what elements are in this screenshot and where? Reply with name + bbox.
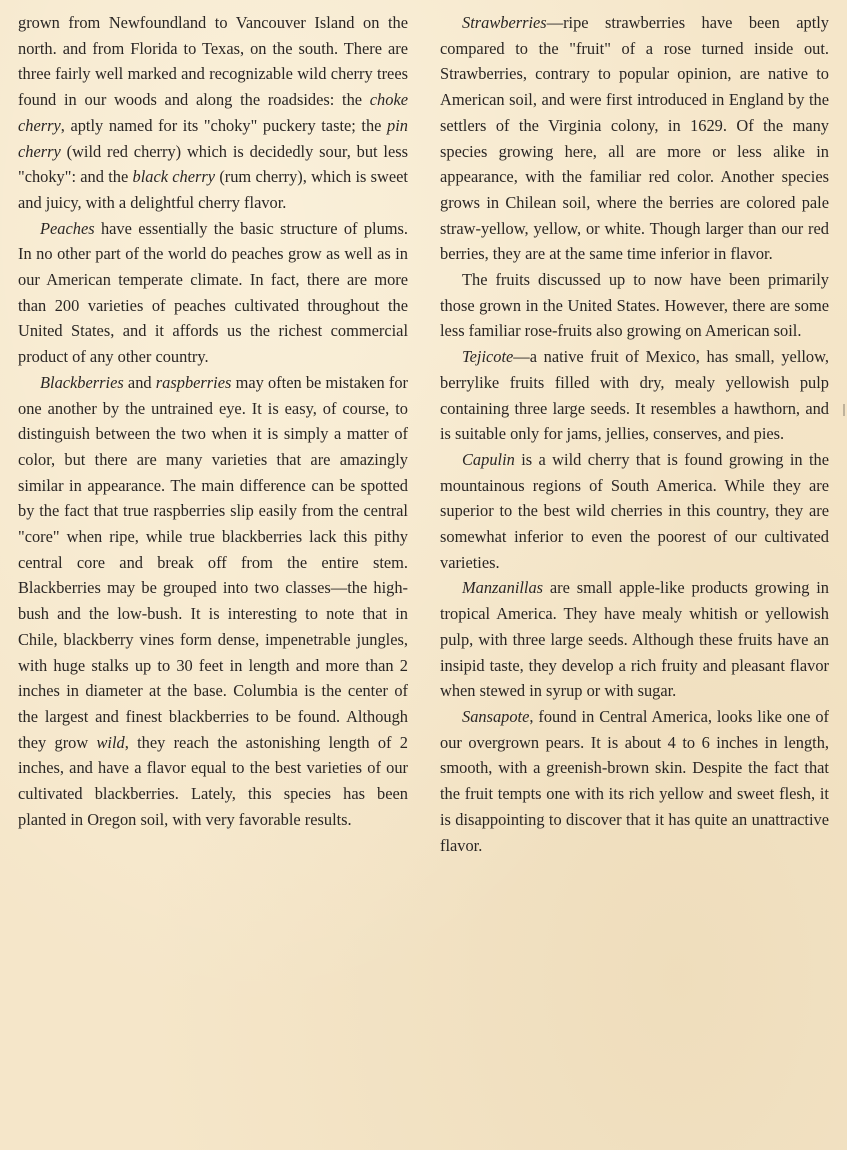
paragraph-text: may often be mistaken for one another by the untrained eye. It is easy, of course, to distinguish between the two when it is simply a matter of color, but there are many varieties that are amazingly similar in appearance. The main difference can be spotted by the fact that true raspberries slip easily from the central "core" when ripe, while true blackberries lack this pithy central core and break off from the entire stem. Blackberries may be grouped into two classes—the high-bush and the low-bush. It is interesting to note that in Chile, blackberry vines form dense, impenetrable jungles, with huge stalks up to 30 feet in length and more than 2 inches in diameter at the base. Columbia is the center of the largest and finest blackberries to be found. Although they grow xyxy=(18,372,408,752)
paragraph-text: The fruits discussed up to now have been primarily those grown in the United States. However, there are some less familiar rose-fruits also growing on American soil. xyxy=(440,270,829,341)
term-sansapote: Sansapote xyxy=(462,706,530,726)
paragraph-manzanillas xyxy=(440,575,829,704)
left-column xyxy=(18,10,408,833)
right-column xyxy=(440,10,829,858)
paragraph-cherries xyxy=(18,10,408,216)
paragraph-text: (wild red cherry) which is decidedly sour, but less "choky": and the xyxy=(18,141,408,187)
paragraph-text: —ripe strawberries have been aptly compared to the "fruit" of a rose turned inside out. Strawberries, contrary to popular opinion, are native to American soil, and were first introduced in England by the settlers of the Virginia colony, in 1629. Of the many species growing here, all are more or less alike in appearance, with the familiar red color. Another species grows in Chilean soil, where the berries are colored pale straw-yellow, yellow, or white. Though larger than our red berries, they are at the same time inferior in flavor. xyxy=(440,13,829,264)
term-pin-cherry: pin cherry xyxy=(18,115,408,161)
term-choke-cherry: choke cherry xyxy=(18,90,408,135)
paragraph-text: grown from Newfoundland to Vancouver Island on the north. and from Florida to Texas, on the south. There are three fairly well marked and recognizable wild cherry trees found in our woods and along the roadsides: the xyxy=(18,13,408,110)
term-strawberries: Strawberries xyxy=(462,13,547,32)
term-capulin: Capulin xyxy=(462,449,515,469)
paragraph-capulin xyxy=(440,447,829,576)
paragraph-text: —a native fruit of Mexico, has small, yellow, berrylike fruits filled with dry, mealy yellowish pulp containing three large seeds. It resembles a hawthorn, and is suitable only for jams, jellies, conserves, and pies. xyxy=(440,347,829,444)
paragraph-text: have essentially the basic structure of plums. In no other part of the world do peaches grow as well as in our American temperate climate. In fact, there are more than 200 varieties of peaches cultivated throughout the United States, and it affords us the richest commercial product of any other country. xyxy=(18,218,408,367)
print-mark xyxy=(843,404,845,416)
term-raspberries: raspberries xyxy=(155,372,232,392)
paragraph-text: , found in Central America, looks like one of our overgrown pears. It is about 4 to 6 inches in length, smooth, with a greenish-brown skin. Despite the fact that the fruit tempts one with its rich yellow and sweet flesh, it is disappointing to discover that it has quite an unattractive flavor. xyxy=(440,706,829,855)
paragraph-sansapote xyxy=(440,704,829,858)
paragraph-transition xyxy=(440,267,829,344)
paragraph-text: and xyxy=(123,372,156,392)
paragraph-peaches xyxy=(18,216,408,370)
paragraph-text: , aptly named for its "choky" puckery taste; the xyxy=(60,115,388,135)
paragraph-text: (rum cherry), which is sweet and juicy, with a delightful cherry flavor. xyxy=(18,167,408,212)
paragraph-text: , they reach the astonishing length of 2 inches, and have a flavor equal to the best varieties of our cultivated blackberries. Lately, this species has been planted in Oregon soil, with very favorable results. xyxy=(18,732,408,829)
paragraph-text: is a wild cherry that is found growing in the mountainous regions of South America. While they are superior to the best wild cherries in this country, they are somewhat inferior to even the poorest of our cultivated varieties. xyxy=(440,449,829,572)
term-black-cherry: black cherry xyxy=(132,167,216,187)
term-blackberries: Blackberries xyxy=(40,372,124,392)
term-peaches: Peaches xyxy=(40,218,95,238)
paragraph-text: are small apple-like products growing in tropical America. They have mealy whitish or yellowish pulp, with three large seeds. Although these fruits have an insipid taste, they develop a rich fruity and pleasant flavor when stewed in syrup or with sugar. xyxy=(440,578,829,701)
term-manzanillas: Manzanillas xyxy=(462,578,544,598)
paragraph-blackberries xyxy=(18,370,408,833)
term-wild: wild xyxy=(96,732,125,752)
paragraph-tejicote xyxy=(440,344,829,447)
term-tejicote: Tejicote xyxy=(462,347,514,367)
paragraph-strawberries xyxy=(440,10,829,267)
